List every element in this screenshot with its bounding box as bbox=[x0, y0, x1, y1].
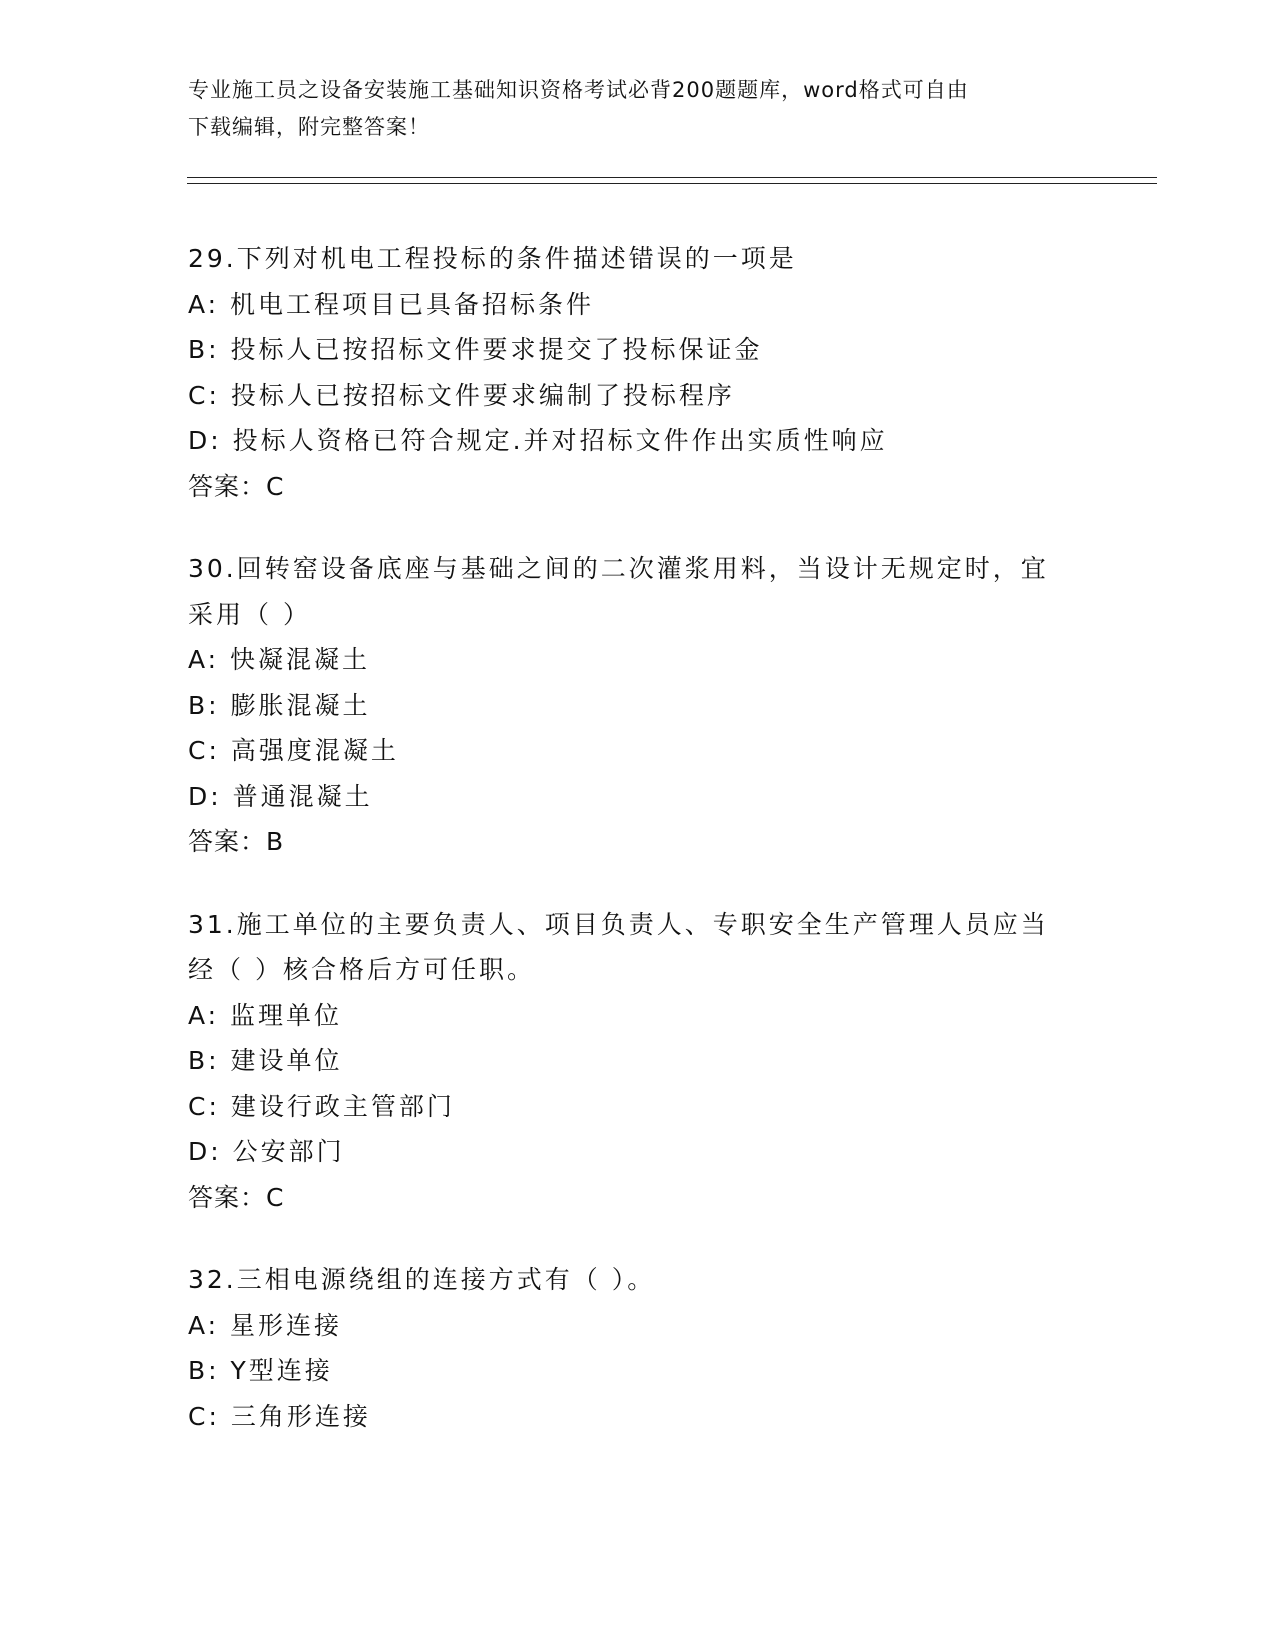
header-line-2: 下载编辑，附完整答案！ bbox=[188, 115, 430, 139]
answer-line: 答案：C bbox=[188, 471, 285, 501]
option-c: C: 投标人已按招标文件要求编制了投标程序 bbox=[188, 380, 735, 410]
option-b: B: 投标人已按招标文件要求提交了投标保证金 bbox=[188, 335, 763, 364]
answer-line: 答案：B bbox=[188, 827, 285, 856]
option-d: D: 公安部门 bbox=[188, 1137, 345, 1166]
question-stem: 29.下列对机电工程投标的条件描述错误的一项是 bbox=[188, 244, 797, 273]
question-item bbox=[188, 236, 1088, 509]
option-a: A: 快凝混凝土 bbox=[188, 645, 371, 674]
option-d: D: 普通混凝土 bbox=[188, 781, 373, 811]
answer-line: 答案：C bbox=[188, 1182, 285, 1212]
option-b: B: 建设单位 bbox=[188, 1046, 343, 1075]
question-item bbox=[188, 546, 1088, 865]
option-c: C: 建设行政主管部门 bbox=[188, 1091, 455, 1121]
question-stem: 30.回转窑设备底座与基础之间的二次灌浆用料，当设计无规定时，宜 bbox=[188, 554, 1049, 583]
question-item bbox=[188, 1257, 1088, 1439]
header-line-1: 专业施工员之设备安装施工基础知识资格考试必背200题题库，word格式可自由 bbox=[188, 78, 969, 102]
option-b: B: 膨胀混凝土 bbox=[188, 690, 371, 720]
option-d: D: 投标人资格已符合规定.并对招标文件作出实质性响应 bbox=[188, 426, 888, 455]
option-b: B: Y型连接 bbox=[188, 1356, 333, 1385]
option-a: A: 星形连接 bbox=[188, 1310, 343, 1340]
header-divider-bottom bbox=[187, 183, 1157, 184]
option-c: C: 高强度混凝土 bbox=[188, 736, 399, 765]
question-stem-continued: 经（ ）核合格后方可任职。 bbox=[188, 955, 535, 984]
header-divider-top bbox=[187, 177, 1157, 178]
option-c: C: 三角形连接 bbox=[188, 1401, 371, 1431]
option-a: A: 机电工程项目已具备招标条件 bbox=[188, 289, 595, 319]
question-stem: 32.三相电源绕组的连接方式有（ ）。 bbox=[188, 1265, 656, 1294]
question-stem: 31.施工单位的主要负责人、项目负责人、专职安全生产管理人员应当 bbox=[188, 909, 1049, 939]
question-stem-continued: 采用（ ） bbox=[188, 599, 311, 629]
document-header bbox=[188, 72, 1088, 146]
question-item bbox=[188, 902, 1088, 1221]
option-a: A: 监理单位 bbox=[188, 1000, 343, 1030]
question-list bbox=[188, 236, 1088, 1476]
